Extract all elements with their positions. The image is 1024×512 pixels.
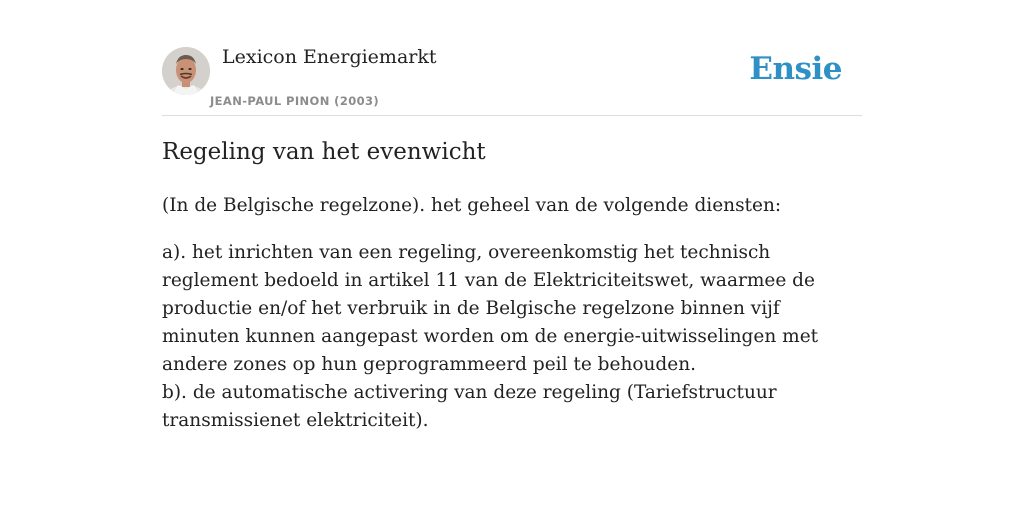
author-name[interactable]: JEAN-PAUL PINON (2003) [210,94,380,108]
entry-intro: (In de Belgische regelzone). het geheel van de volgende diensten: [162,195,782,216]
author-avatar[interactable] [162,47,210,95]
brand-logo[interactable]: Ensie [749,51,842,87]
definition-item-a: a). het inrichten van een regeling, overeenkomstig het technisch reglement bedoeld in artikel 11 van de Elektriciteitswet, waarmee de productie en/of het verbruik in de Belgische regelzone binnen vijf minuten kunnen aangepast worden om de energie-uitwisselingen met andere zones op hun geprogrammeerd peil te behouden. [162,242,819,375]
author-portrait-icon [162,47,210,95]
definition-item-b: b). de automatische activering van deze regeling (Tariefstructuur transmissienet elektriciteit). [162,382,777,431]
entry-title: Regeling van het evenwicht [162,139,486,165]
lexicon-title[interactable]: Lexicon Energiemarkt [222,46,437,68]
entry-card [162,0,862,431]
entry-header [162,0,862,116]
